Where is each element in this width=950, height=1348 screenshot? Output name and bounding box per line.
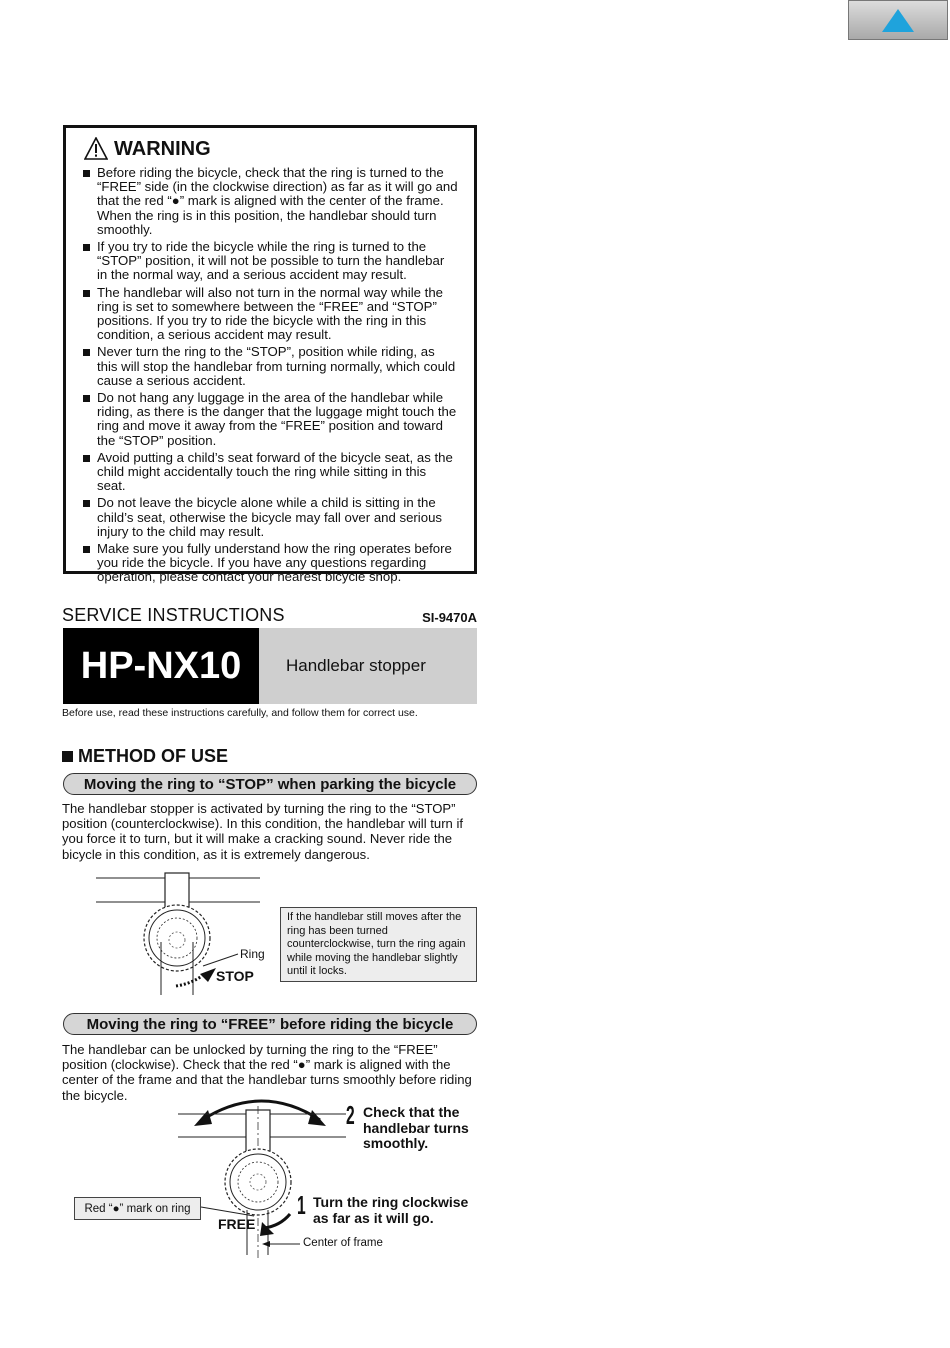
warning-item: Never turn the ring to the “STOP”, position while riding, as this will stop the handlebar from turning normally, which could cause a serious accident. [82, 345, 458, 388]
warning-item: Avoid putting a child’s seat forward of the bicycle seat, as the child might accidentally touch the ring while sitting in this seat. [82, 451, 458, 494]
free-label: FREE [218, 1216, 256, 1232]
document-code: SI-9470A [422, 610, 477, 625]
method-title: METHOD OF USE [78, 746, 229, 766]
warning-item: Before riding the bicycle, check that the ring is turned to the “FREE” side (in the clockwise direction) as far as it will go and that the red “●” mark is aligned with the center of the frame. When the ring is in this position, the handlebar should turn smoothly. [82, 166, 458, 237]
warning-item: Do not leave the bicycle alone while a child is sitting in the child’s seat, otherwise the bicycle may fall over and serious injury to the child may result. [82, 496, 458, 539]
service-instructions-heading: SERVICE INSTRUCTIONS [62, 605, 285, 625]
up-arrow-icon [881, 7, 915, 33]
method-of-use-heading [62, 746, 228, 767]
step-1-text: Turn the ring clockwise as far as it will go. [313, 1194, 469, 1226]
warning-item: Make sure you fully understand how the ring operates before you ride the bicycle. If you have any questions regarding operation, please contact your nearest bicycle shop. [82, 542, 458, 585]
center-of-frame-label: Center of frame [303, 1237, 383, 1249]
square-bullet-icon [62, 751, 73, 762]
stop-note: If the handlebar still moves after the ring has been turned counterclockwise, turn the ring again while moving the handlebar slightly until it locks. [280, 907, 477, 982]
warning-item: Do not hang any luggage in the area of the handlebar while riding, as there is the danger that the luggage might touch the ring and move it away from the “FREE” position and toward the “STOP” position. [82, 391, 458, 448]
product-name: Handlebar stopper [259, 628, 477, 704]
stop-paragraph: The handlebar stopper is activated by turning the ring to the “STOP” position (counterclockwise). In this condition, the handlebar will turn if you force it to turn, but it will make a cracking sound. Never ride the bicycle in this condition, as it is extremely dangerous. [62, 801, 464, 862]
free-section-heading: Moving the ring to “FREE” before riding the bicycle [63, 1013, 477, 1035]
stop-label: STOP [216, 968, 254, 984]
warning-item: The handlebar will also not turn in the normal way while the ring is set to somewhere between the “FREE” and “STOP” positions. If you try to ride the bicycle with the ring in this condition, a serious accident may result. [82, 286, 458, 343]
step-1-number: 1 [297, 1190, 306, 1220]
warning-list [82, 166, 458, 585]
warning-heading [84, 136, 458, 162]
warning-triangle-icon [84, 137, 108, 161]
ring-label: Ring [240, 947, 265, 961]
warning-title: WARNING [114, 137, 211, 160]
warning-item: If you try to ride the bicycle while the ring is turned to the “STOP” position, it will not be possible to turn the handlebar in the normal way, and a serious accident may result. [82, 240, 458, 283]
warning-box [63, 125, 477, 585]
model-number: HP-NX10 [63, 628, 259, 704]
free-paragraph: The handlebar can be unlocked by turning the ring to the “FREE” position (clockwise). Check that the red “●” mark is aligned with the center of the frame and that the handlebar turns smoothly before riding the bicycle. [62, 1042, 472, 1103]
page-up-button[interactable] [848, 0, 948, 40]
step-2-text: Check that the handlebar turns smoothly. [363, 1104, 469, 1151]
stop-section-heading: Moving the ring to “STOP” when parking the bicycle [63, 773, 477, 795]
intro-note: Before use, read these instructions carefully, and follow them for correct use. [62, 707, 418, 719]
free-diagram [170, 1090, 360, 1260]
red-mark-label: Red “●” mark on ring [74, 1197, 201, 1220]
step-2-number: 2 [346, 1100, 355, 1130]
